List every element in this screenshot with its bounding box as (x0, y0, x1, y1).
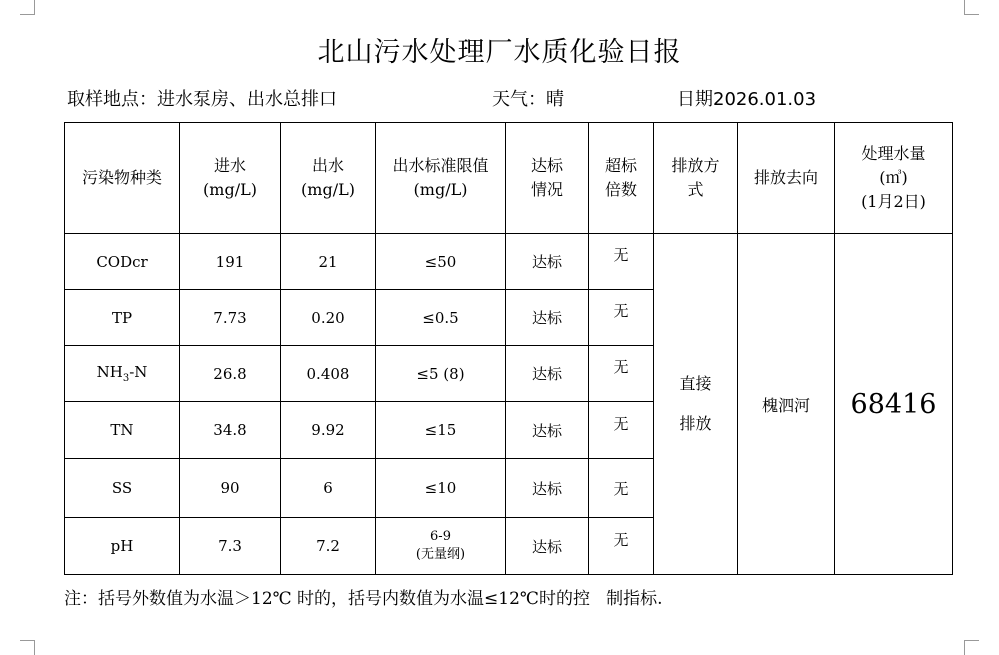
compliance-status: 达标 (506, 290, 589, 346)
footnote: 注：括号外数值为水温＞12℃ 时的，括号内数值为水温≤12℃时的控 制指标. (64, 589, 663, 609)
exceed-factor: 无 (589, 290, 654, 346)
influent-value: 26.8 (180, 346, 281, 402)
pollutant-name: TP (65, 290, 180, 346)
limit-value: ≤0.5 (376, 290, 506, 346)
report-date: 日期2026.01.03 (677, 89, 817, 110)
compliance-status: 达标 (506, 402, 589, 459)
pollutant-name: pH (65, 518, 180, 575)
exceed-factor: 无 (589, 402, 654, 459)
header-compliance: 达标 情况 (506, 123, 589, 234)
effluent-value: 7.2 (281, 518, 376, 575)
discharge-destination: 槐泗河 (738, 234, 835, 575)
effluent-value: 0.408 (281, 346, 376, 402)
water-quality-table (64, 122, 953, 575)
effluent-value: 6 (281, 459, 376, 518)
compliance-status: 达标 (506, 234, 589, 290)
limit-value: ≤5 (8) (376, 346, 506, 402)
header-discharge-mode: 排放方 式 (654, 123, 738, 234)
compliance-status: 达标 (506, 518, 589, 575)
treated-volume: 68416 (835, 234, 953, 575)
header-row (65, 123, 953, 234)
header-discharge-dest: 排放去向 (738, 123, 835, 234)
effluent-value: 21 (281, 234, 376, 290)
pollutant-name: SS (65, 459, 180, 518)
pollutant-name: CODcr (65, 234, 180, 290)
sampling-location: 取样地点：进水泵房、出水总排口 (67, 89, 337, 110)
exceed-factor: 无 (589, 518, 654, 575)
page-corner-mark (20, 0, 35, 15)
table-row (65, 234, 953, 290)
exceed-factor: 无 (589, 459, 654, 518)
influent-value: 7.73 (180, 290, 281, 346)
weather: 天气：晴 (492, 89, 564, 110)
compliance-status: 达标 (506, 459, 589, 518)
page-corner-mark (20, 640, 35, 655)
pollutant-name: $NH_3-N$ (65, 346, 180, 402)
header-influent: 进水 (mg/L) (180, 123, 281, 234)
header-pollutant: 污染物种类 (65, 123, 180, 234)
influent-value: 90 (180, 459, 281, 518)
effluent-value: 0.20 (281, 290, 376, 346)
discharge-mode: 直接 排放 (654, 234, 738, 575)
pollutant-name: TN (65, 402, 180, 459)
limit-value: ≤15 (376, 402, 506, 459)
page-corner-mark (964, 640, 979, 655)
header-exceed: 超标 倍数 (589, 123, 654, 234)
influent-value: 191 (180, 234, 281, 290)
header-effluent: 出水 (mg/L) (281, 123, 376, 234)
effluent-value: 9.92 (281, 402, 376, 459)
header-volume: 处理水量 (㎥) (1月2日) (835, 123, 953, 234)
influent-value: 7.3 (180, 518, 281, 575)
report-title: 北山污水处理厂水质化验日报 (317, 37, 682, 68)
limit-value: ≤50 (376, 234, 506, 290)
exceed-factor: 无 (589, 234, 654, 290)
compliance-status: 达标 (506, 346, 589, 402)
page-corner-mark (964, 0, 979, 15)
header-limit: 出水标准限值 (mg/L) (376, 123, 506, 234)
influent-value: 34.8 (180, 402, 281, 459)
limit-value: ≤10 (376, 459, 506, 518)
limit-value: 6-9 (无量纲) (376, 518, 506, 575)
exceed-factor: 无 (589, 346, 654, 402)
